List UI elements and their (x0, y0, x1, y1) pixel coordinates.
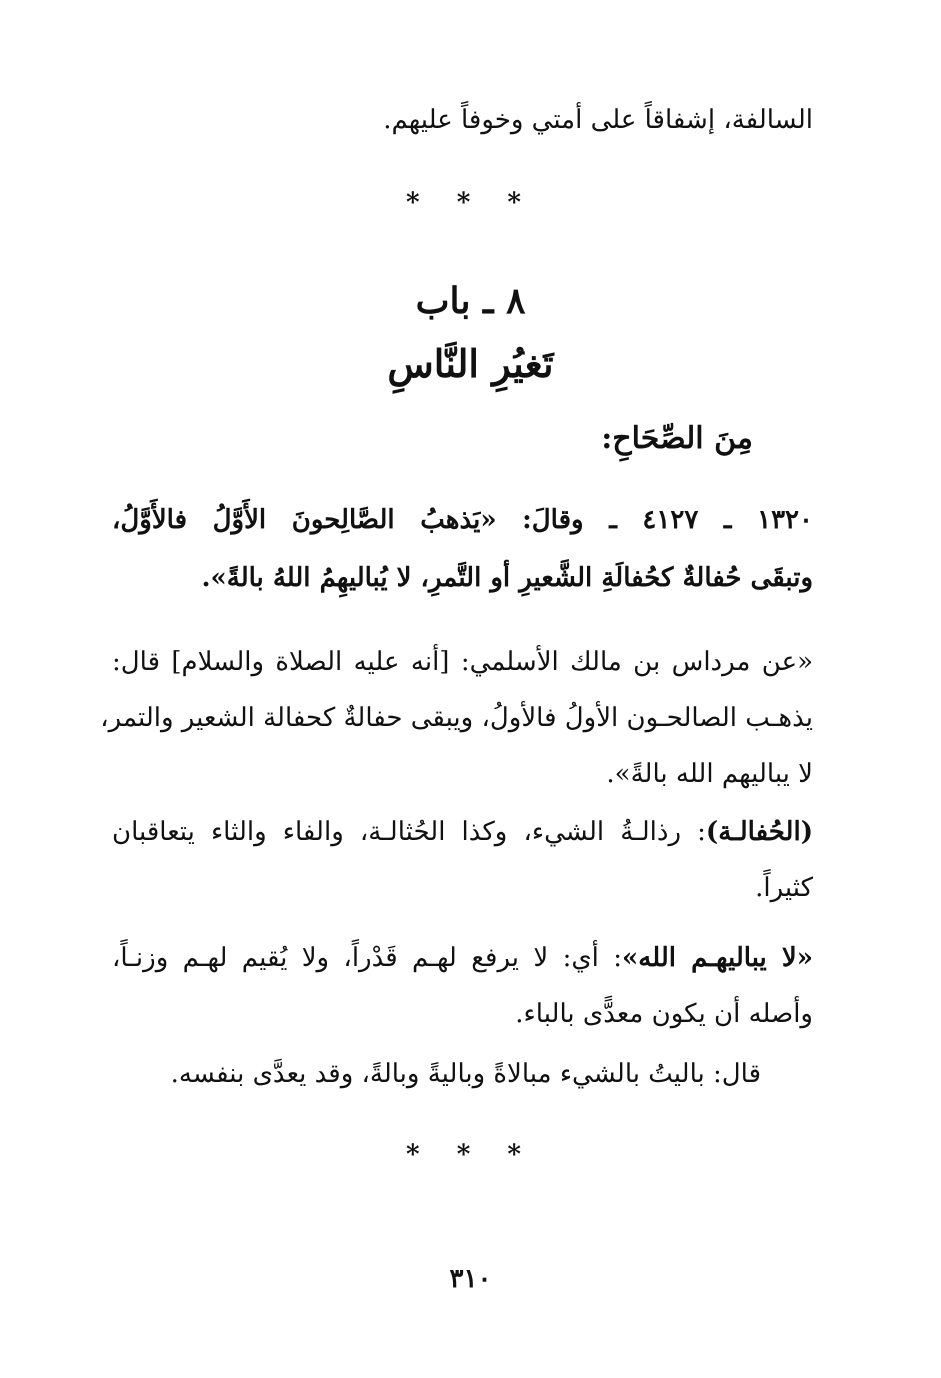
definition-line: كثيراً. (755, 873, 813, 903)
definition-line (112, 812, 813, 852)
chapter-title: تَغيُرِ النَّاسِ (387, 341, 554, 386)
commentary-line: «عن مرداس بن مالك الأسلمي: [أنه عليه الصلاة والسلام] قال: (112, 647, 814, 677)
defined-term: «لا يباليهـم الله» (622, 943, 813, 973)
page-number: ٣١٠ (449, 1264, 492, 1294)
chapter-number: ٨ ـ باب (415, 280, 526, 322)
definition-line (112, 938, 813, 978)
hadith-line-2: وتبقَى حُفالةٌ كحُفالَةِ الشَّعيرِ أو التَّمرِ، لا يُباليهِمُ اللهُ بالةً». (201, 563, 813, 593)
separator-top: * * * (406, 188, 535, 218)
defined-term: (الحُفالـة) (705, 817, 813, 847)
definition-text: : رذالـةُ الشيء، وكذا الحُثالـة، والفاء والثاء يتعاقبان (112, 817, 706, 847)
commentary-line: قال: باليتُ بالشيء مبالاةً وباليةً وبالةً، وقد يعدَّى بنفسه. (170, 1059, 761, 1089)
hadith-line-1: ١٣٢٠ ـ ٤١٢٧ ـ وقالَ: «يَذهبُ الصَّالِحونَ الأَوَّلُ فالأَوَّلُ، (112, 505, 813, 535)
separator-bottom: * * * (406, 1140, 535, 1170)
definition-text: : أي: لا يرفع لهـم قَدْراً، ولا يُقيم لهـم وزنـاً، (112, 943, 623, 973)
commentary-line: يذهـب الصالحـون الأولُ فالأولُ، ويبقى حفالةٌ كحفالة الشعير والتمر، (100, 703, 813, 733)
commentary-line: لا يباليهم الله بالةً». (606, 759, 813, 789)
source-heading: مِنَ الصِّحَاحِ: (601, 421, 753, 456)
definition-line: وأصله أن يكون معدًّى بالباء. (515, 999, 813, 1029)
intro-line: السالفة، إشفاقاً على أمتي وخوفاً عليهم. (383, 105, 813, 135)
